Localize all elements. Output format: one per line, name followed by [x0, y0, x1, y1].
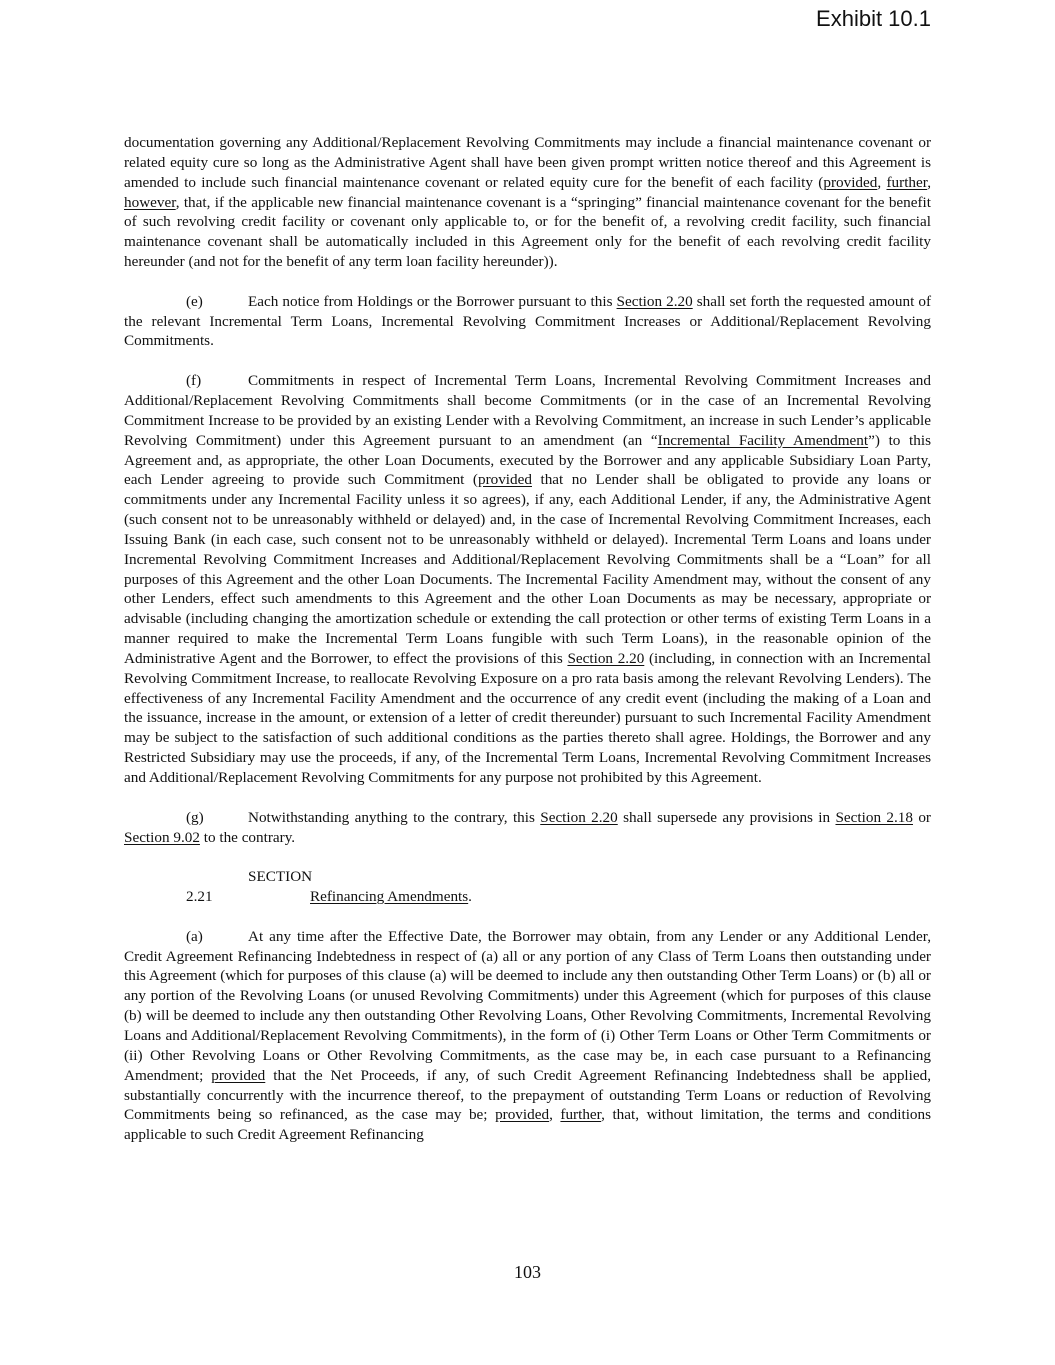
clause-label: (a): [186, 927, 203, 945]
exhibit-label: Exhibit 10.1: [816, 6, 931, 31]
section-reference: Section 9.02: [124, 828, 200, 846]
underlined-term: provided: [477, 471, 532, 489]
underlined-term: provided: [495, 1106, 550, 1124]
text-run: ,: [877, 173, 887, 191]
text-run: ”) to this Agreement and, as appropriate, the other Loan Documents, executed by the Borrower and any applicable Subsidiary Loan Party, each Lender agreeing to provide such Commitment (: [124, 431, 931, 489]
section-number: SECTION 2.21: [186, 868, 313, 906]
text-run: ,: [927, 173, 931, 191]
underlined-term: provided: [211, 1066, 266, 1084]
underlined-term: further: [560, 1106, 602, 1124]
page-number: 103: [514, 1262, 541, 1282]
text-run: Each notice from Holdings or the Borrower pursuant to this: [248, 292, 617, 310]
section-reference: Section 2.20: [567, 649, 645, 667]
text-run: , that, without limitation, the terms and conditions applicable to such Credit Agreement Refinancing: [124, 1106, 932, 1144]
text-run: or: [912, 808, 931, 826]
text-run: Commitments in respect of Incremental Term Loans, Incremental Revolving Commitment Increases and Additional/Replacement Revolving Commitments shall become Commitments (or in the case of an Incremental Revolving Commitment Increase to be provided by an existing Lender with a Revolving Commitment, an increase in such Lender’s applicable Revolving Commitment) under this Agreement pursuant to an amendment (an “: [124, 372, 931, 449]
text-run: documentation governing any Additional/Replacement Revolving Commitments may include a financial maintenance covenant or related equity cure so long as the Administrative Agent shall have been given prompt written notice thereof and this Agreement is amended to include such financial maintenance covenant or related equity cure for the benefit of each facility (: [124, 134, 931, 191]
paragraph-g: [124, 808, 931, 848]
section-title: Refinancing Amendments: [310, 888, 469, 906]
underlined-term: further: [886, 173, 928, 191]
clause-label: (g): [186, 808, 204, 826]
paragraph-f: [124, 371, 931, 788]
underlined-term: however: [124, 193, 176, 211]
text-run: (including, in connection with an Incremental Revolving Commitment Increase, to reallocate Revolving Exposure on a pro rata basis among the relevant Revolving Lenders). The effectiveness of any Incremental Facility Amendment and the occurrence of any credit event (including the making of a Loan and the issuance, increase in the amount, or extension of a letter of credit thereunder) pursuant to such Incremental Facility Amendment may be subject to the satisfaction of such additional conditions as the parties thereto shall agree. Holdings, the Borrower and any Restricted Subsidiary may use the proceeds, if any, of the Incremental Term Loans, Incremental Revolving Commitment Increases and Additional/Replacement Revolving Commitments for any purpose not prohibited by this Agreement.: [124, 649, 931, 786]
section-reference: Section 2.20: [616, 292, 693, 310]
text-run: that no Lender shall be obligated to provide any loans or commitments under any Incremental Facility unless it so agrees), if any, each Additional Lender, if any, the Administrative Agent (such consent not to be unreasonably withheld or delayed) and, in the case of Incremental Revolving Commitment Increases, each Issuing Bank (in each case, such consent not to be unreasonably withheld or delayed). Incremental Term Loans and loans under Incremental Revolving Commitment Increases and Additional/Replacement Revolving Commitments shall be a “Loan” for all purposes of this Agreement and the other Loan Documents. The Incremental Facility Amendment may, without the consent of any other Lenders, effect such amendments to this Agreement and the other Loan Documents as may be necessary, appropriate or advisable (including changing the amortization schedule or extending the call protection or other terms of existing Term Loans in a manner required to make the Incremental Term Loans fungible with such Term Loans), in the reasonable opinion of the Administrative Agent and the Borrower, to effect the provisions of this: [124, 471, 931, 667]
underlined-term: provided: [823, 173, 878, 191]
paragraph-a: [124, 927, 931, 1145]
text-run: to the contrary.: [199, 828, 296, 846]
section-reference: Section 2.18: [835, 808, 913, 826]
text-run: , that, if the applicable new financial maintenance covenant is a “springing” financial maintenance covenant for the benefit of such revolving credit facility or covenant only applicable to, or for the benefit of, a revolving credit facility, such financial maintenance covenant shall be automatically included in this Agreement only for the benefit of each revolving credit facility hereunder (and not for the benefit of any term loan facility hereunder)).: [124, 193, 931, 271]
clause-label: (f): [186, 372, 202, 390]
defined-term: Incremental Facility Amendment: [657, 431, 869, 449]
text-run: .: [468, 888, 472, 906]
paragraph-e: [124, 292, 931, 352]
text-run: At any time after the Effective Date, the Borrower may obtain, from any Lender or any Additional Lender, Credit Agreement Refinancing Indebtedness in respect of (a) all or any portion of any Class of Term Loans then outstanding under this Agreement (which for purposes of this clause (a) will be deemed to include any then outstanding Other Term Loans) or (b) all or any portion of the Revolving Loans (or unused Revolving Commitments) under this Agreement (which for purposes of this clause (b) will be deemed to include any then outstanding Other Revolving Loans, Other Revolving Commitments, Incremental Revolving Loans and Additional/Replacement Revolving Commitments), in the form of (i) Other Term Loans or Other Term Commitments or (ii) Other Revolving Loans or Other Revolving Commitments, as the case may be, in each case pursuant to a Refinancing Amendment;: [124, 927, 931, 1084]
section-heading: [124, 867, 931, 907]
text-run: that the Net Proceeds, if any, of such Credit Agreement Refinancing Indebtedness shall be applied, substantially concurrently with the incurrence thereof, to the prepayment of outstanding Term Loans or reduction of Revolving Commitments being so refinanced, as the case may be;: [124, 1066, 931, 1124]
clause-label: (e): [186, 292, 203, 310]
text-run: shall set forth the requested amount of the relevant Incremental Term Loans, Incremental Revolving Commitment Increases or Additional/Replacement Revolving Commitments.: [124, 292, 931, 350]
text-run: shall supersede any provisions in: [617, 808, 836, 826]
section-reference: Section 2.20: [540, 808, 618, 826]
paragraph-continuation: [124, 133, 931, 272]
document-body: [124, 133, 931, 1165]
text-run: ,: [549, 1106, 561, 1124]
text-run: Notwithstanding anything to the contrary, this: [248, 808, 541, 826]
